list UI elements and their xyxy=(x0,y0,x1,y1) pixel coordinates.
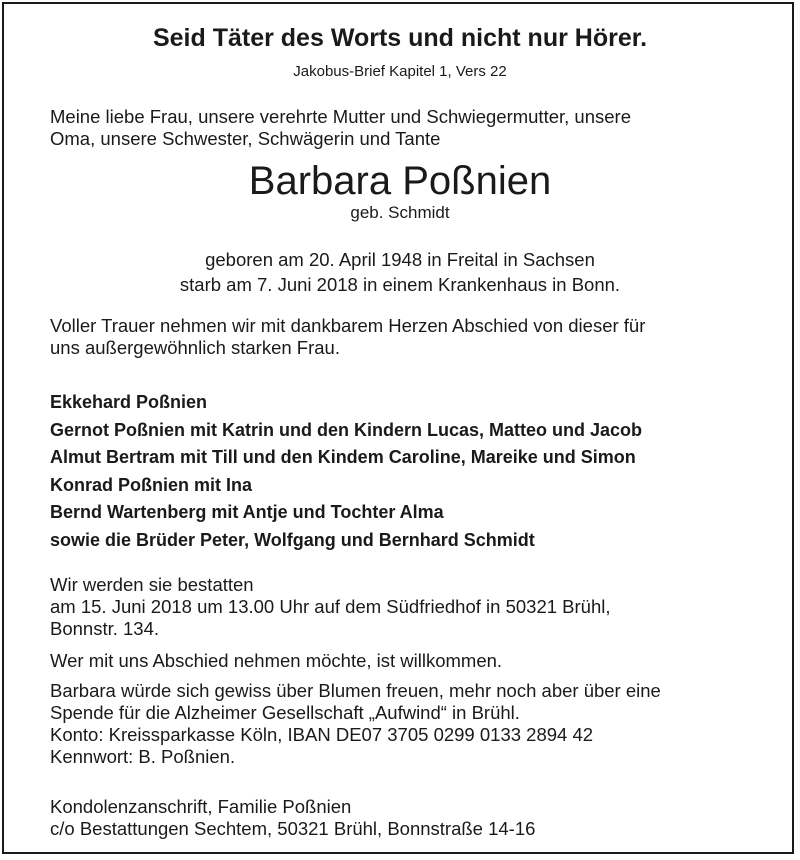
death-date-line: starb am 7. Juni 2018 in einem Krankenhaus in Bonn. xyxy=(179,274,621,295)
family-member: Gernot Poßnien mit Katrin und den Kindern Lucas, Matteo und Jacob xyxy=(50,419,643,440)
funeral-info xyxy=(50,574,750,640)
birth-date-line: geboren am 20. April 1948 in Freital in Sachsen xyxy=(205,249,595,270)
mourning-text xyxy=(50,315,750,359)
intro-text xyxy=(50,106,750,150)
farewell-text xyxy=(50,650,750,672)
donation-info xyxy=(50,680,750,768)
life-dates xyxy=(0,247,800,297)
intro-line: Meine liebe Frau, unsere verehrte Mutter und Schwiegermutter, unsere xyxy=(50,106,631,127)
funeral-line: am 15. Juni 2018 um 13.00 Uhr auf dem Südfriedhof in 50321 Brühl, xyxy=(50,596,611,617)
bible-reference: Jakobus-Brief Kapitel 1, Vers 22 xyxy=(293,63,507,80)
funeral-line: Wir werden sie bestatten xyxy=(50,574,254,595)
deceased-name: Barbara Poßnien xyxy=(248,159,552,203)
condolence-line: c/o Bestattungen Sechtem, 50321 Brühl, Bonnstraße 14-16 xyxy=(50,818,536,839)
bank-account-line: Konto: Kreissparkasse Köln, IBAN DE07 3705 0299 0133 2894 42 xyxy=(50,724,594,745)
birth-name: geb. Schmidt xyxy=(350,203,450,222)
family-member: Ekkehard Poßnien xyxy=(50,392,208,412)
family-member: Bernd Wartenberg mit Antje und Tochter Alma xyxy=(50,502,444,522)
farewell-line: Wer mit uns Abschied nehmen möchte, ist willkommen. xyxy=(50,650,503,671)
mourning-line: uns außergewöhnlich starken Frau. xyxy=(50,337,340,358)
family-member: Konrad Poßnien mit Ina xyxy=(50,474,253,495)
bible-quote: Seid Täter des Worts und nicht nur Hörer. xyxy=(152,24,648,52)
donation-line: Spende für die Alzheimer Gesellschaft „Aufwind“ in Brühl. xyxy=(50,702,520,723)
family-member: sowie die Brüder Peter, Wolfgang und Bernhard Schmidt xyxy=(50,529,535,550)
funeral-line: Bonnstr. 134. xyxy=(50,618,160,639)
mourning-line: Voller Trauer nehmen wir mit dankbarem Herzen Abschied von dieser für xyxy=(50,315,646,336)
condolence-address xyxy=(50,796,750,840)
condolence-line: Kondolenzanschrift, Familie Poßnien xyxy=(50,796,352,817)
donation-line: Barbara würde sich gewiss über Blumen freuen, mehr noch aber über eine xyxy=(50,680,661,701)
keyword-line: Kennwort: B. Poßnien. xyxy=(50,746,236,767)
intro-line: Oma, unsere Schwester, Schwägerin und Tante xyxy=(50,128,441,149)
family-list xyxy=(50,389,750,554)
family-member: Almut Bertram mit Till und den Kindem Caroline, Mareike und Simon xyxy=(50,447,636,467)
